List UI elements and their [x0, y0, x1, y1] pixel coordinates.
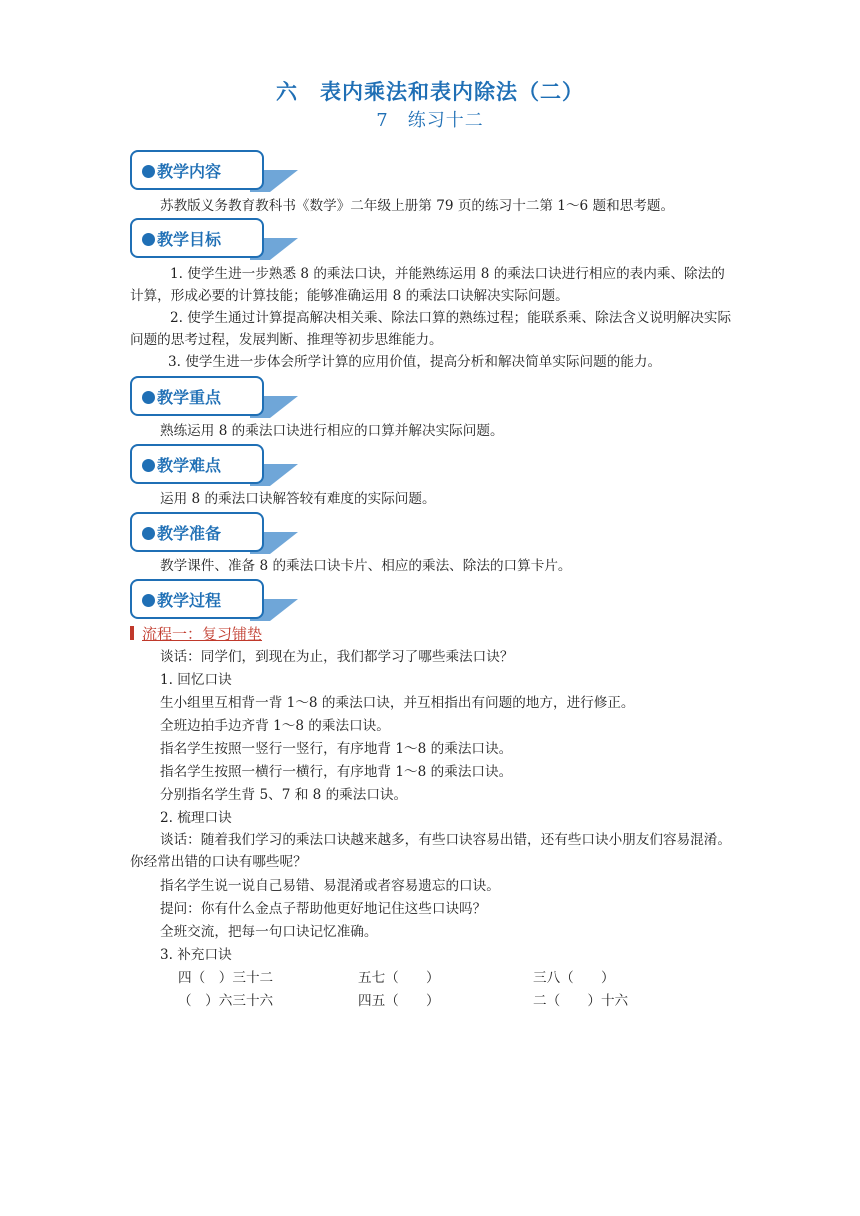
fill-blank-item: 四五（ ）	[358, 993, 440, 1009]
goal-item-1: 1. 使学生进一步熟悉 8 的乘法口诀，并能熟练运用 8 的乘法口诀进行相应的表内乘、除法的计算，形成必要的计算技能；能够准确运用 8 的乘法口诀解决实际问题。	[130, 266, 725, 304]
section-header-goals	[130, 218, 298, 260]
flow-title: 流程一：复习铺垫	[130, 623, 262, 644]
fill-blank-item: 二（ ）十六	[533, 993, 629, 1009]
page-title: 六 表内乘法和表内除法（二）	[276, 80, 584, 104]
fill-blank-item: 三八（ ）	[533, 970, 615, 986]
bullet-dot-icon	[142, 391, 155, 404]
process-line: 指名学生按照一竖行一竖行，有序地背 1～8 的乘法口诀。	[160, 741, 513, 757]
process-line: 指名学生按照一横行一横行，有序地背 1～8 的乘法口诀。	[160, 764, 513, 780]
page-subtitle: 7 练习十二	[376, 110, 484, 131]
keypoint-text: 熟练运用 8 的乘法口诀进行相应的口算并解决实际问题。	[160, 423, 504, 439]
bullet-dot-icon	[142, 594, 155, 607]
goal-item-3: 3. 使学生进一步体会所学计算的应用价值，提高分析和解决简单实际问题的能力。	[168, 354, 662, 370]
section-header-prep	[130, 512, 298, 554]
process-line: 谈话：同学们，到现在为止，我们都学习了哪些乘法口诀？	[160, 649, 514, 665]
bullet-dot-icon	[142, 459, 155, 472]
bullet-dot-icon	[142, 165, 155, 178]
section-header-keypoint	[130, 376, 298, 418]
process-line: 生小组里互相背一背 1～8 的乘法口诀，并互相指出有问题的地方，进行修正。	[160, 695, 635, 711]
bullet-dot-icon	[142, 233, 155, 246]
process-line: 1. 回忆口诀	[160, 672, 232, 688]
section-header-content	[130, 150, 298, 192]
section-label: 教学目标	[157, 230, 222, 249]
content-text: 苏教版义务教育教科书《数学》二年级上册第 79 页的练习十二第 1～6 题和思考题。	[160, 198, 675, 214]
section-label: 教学内容	[157, 162, 222, 181]
process-line: 指名学生说一说自己易错、易混淆或者容易遗忘的口诀。	[160, 878, 500, 894]
process-line: 3. 补充口诀	[160, 947, 232, 963]
fill-blank-item: 五七（ ）	[358, 970, 440, 986]
section-label: 教学重点	[157, 388, 222, 407]
process-line: 提问：你有什么金点子帮助他更好地记住这些口诀吗？	[160, 901, 487, 917]
process-line: 谈话：随着我们学习的乘法口诀越来越多，有些口诀容易出错，还有些口诀小朋友们容易混淆。你经常出错的口诀有哪些呢？	[130, 832, 731, 870]
section-header-difficulty	[130, 444, 298, 486]
process-line: 全班边拍手边齐背 1～8 的乘法口诀。	[160, 718, 390, 734]
process-line: 全班交流，把每一句口诀记忆准确。	[160, 924, 378, 940]
goal-item-2: 2. 使学生通过计算提高解决相关乘、除法口算的熟练过程；能联系乘、除法含义说明解决实际问题的思考过程，发展判断、推理等初步思维能力。	[130, 310, 732, 348]
section-header-process	[130, 579, 298, 621]
prep-text: 教学课件、准备 8 的乘法口诀卡片、相应的乘法、除法的口算卡片。	[160, 558, 572, 574]
difficulty-text: 运用 8 的乘法口诀解答较有难度的实际问题。	[160, 491, 436, 507]
fill-blank-item: 四（ ）三十二	[178, 970, 274, 986]
section-label: 教学难点	[157, 456, 222, 475]
process-line: 分别指名学生背 5、7 和 8 的乘法口诀。	[160, 787, 408, 803]
section-label: 教学准备	[157, 524, 222, 543]
bullet-dot-icon	[142, 527, 155, 540]
flow-bar-icon	[130, 626, 134, 640]
section-label: 教学过程	[157, 591, 222, 610]
fill-blank-item: （ ）六三十六	[178, 993, 274, 1009]
process-line: 2. 梳理口诀	[160, 810, 232, 826]
